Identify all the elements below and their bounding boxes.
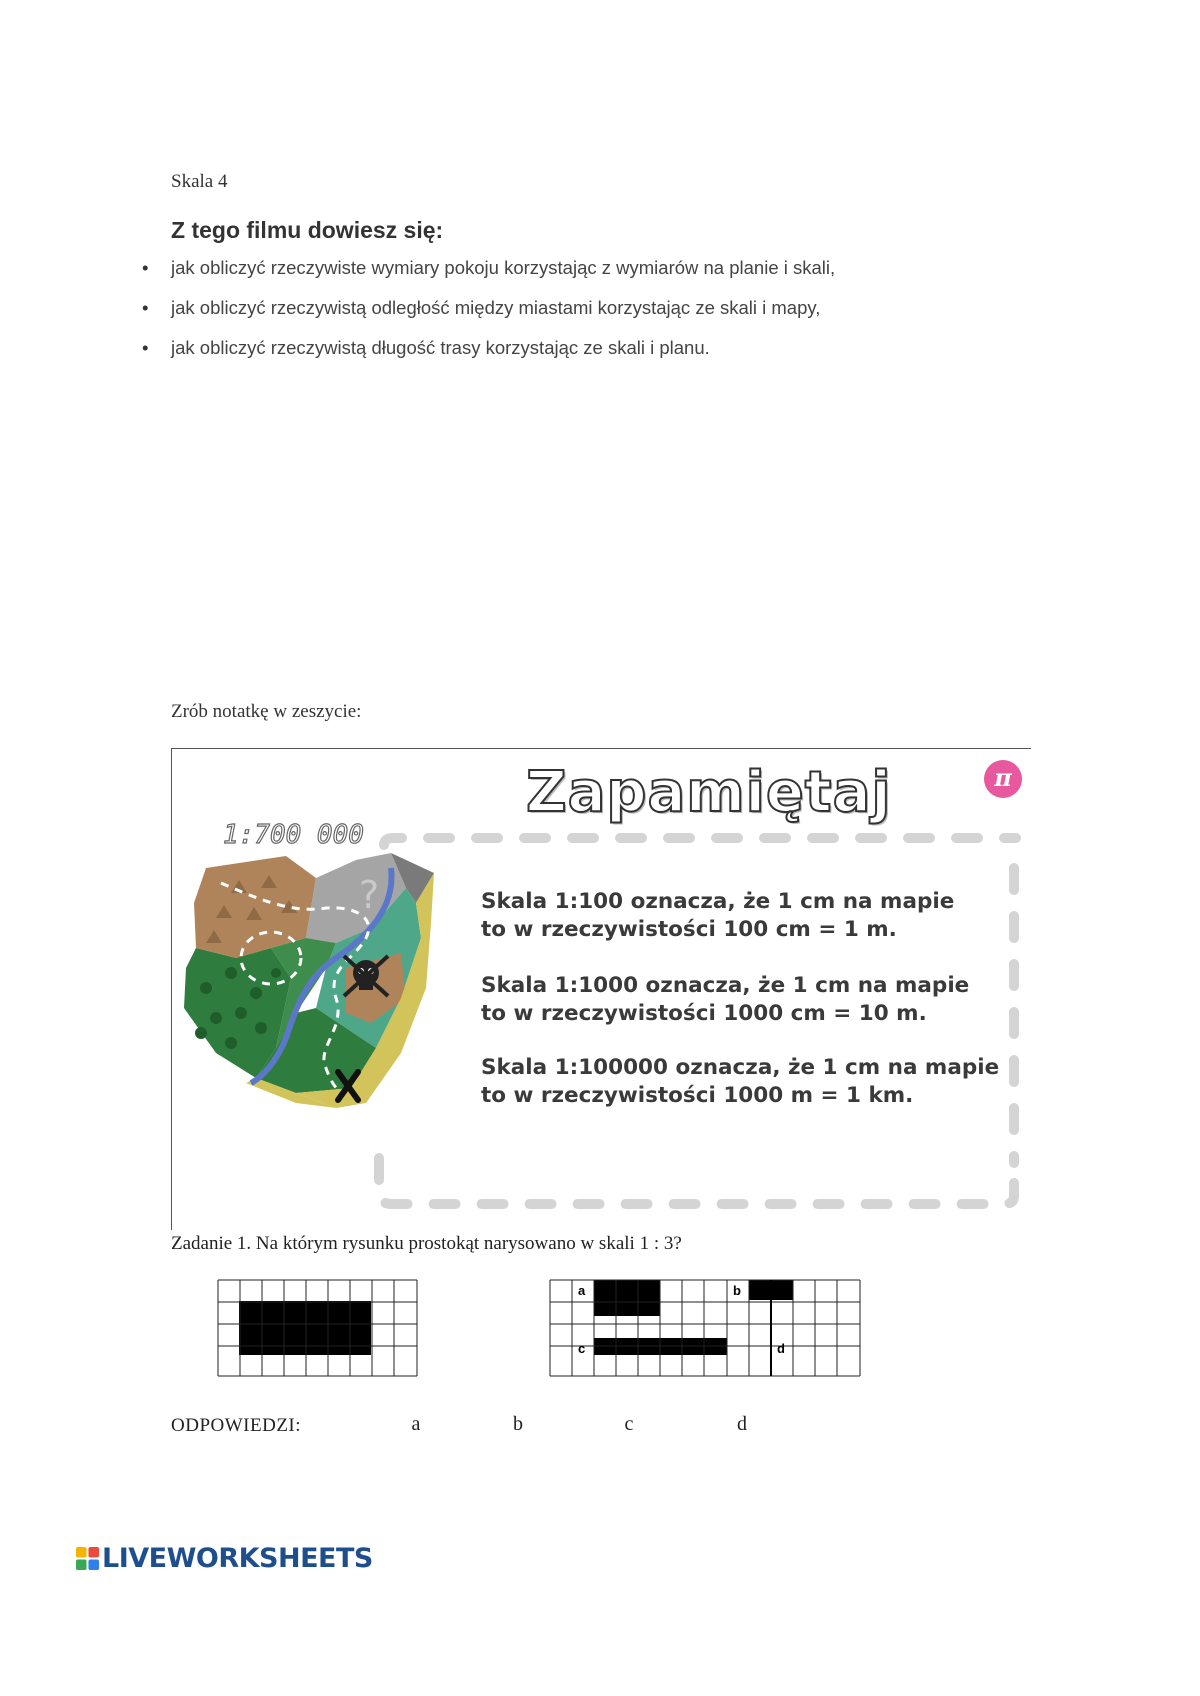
scale-rule-1: [481, 888, 954, 944]
rule-line: Skala 1:100000 oznacza, że 1 cm na mapie: [481, 1055, 1000, 1080]
note-instruction: Zrób notatkę w zeszycie:: [171, 701, 362, 722]
grid-label-d: d: [777, 1341, 785, 1356]
list-item: • jak obliczyć rzeczywistą odległość między miastami korzystając ze skali i mapy,: [140, 296, 835, 336]
intro-heading: Z tego filmu dowiesz się:: [171, 217, 444, 243]
answer-option-b[interactable]: b: [513, 1413, 523, 1435]
brand-footer: [76, 1543, 373, 1574]
grid-answer-options: [549, 1279, 861, 1377]
answer-option-d[interactable]: d: [737, 1413, 747, 1435]
grid-label-c: c: [578, 1341, 586, 1356]
grid-original-rectangle: [217, 1279, 419, 1377]
grid-label-a: a: [578, 1283, 586, 1298]
map-scale-label: 1:700 000: [223, 820, 364, 850]
lesson-title: Skala 4: [171, 171, 228, 192]
intro-list: [140, 256, 835, 376]
list-item: • jak obliczyć rzeczywiste wymiary pokoju korzystając z wymiarów na planie i skali,: [140, 256, 835, 296]
treasure-map-illustration: [176, 848, 436, 1118]
scale-rule-2: [481, 972, 969, 1028]
scale-rule-3: [481, 1054, 999, 1110]
remember-title: Zapamiętaj: [526, 760, 892, 825]
remember-card: [171, 748, 1031, 1230]
grid-label-b: b: [733, 1283, 741, 1298]
svg-text:?: ?: [359, 873, 380, 917]
rule-line: Skala 1:1000 oznacza, że 1 cm na mapie: [481, 973, 970, 998]
rule-line: to w rzeczywistości 1000 cm = 10 m.: [481, 1001, 927, 1026]
rule-line: to w rzeczywistości 1000 m = 1 km.: [481, 1083, 914, 1108]
task-text: Zadanie 1. Na którym rysunku prostokąt narysowano w skali 1 : 3?: [171, 1233, 682, 1254]
rule-line: Skala 1:100 oznacza, że 1 cm na mapie: [481, 889, 955, 914]
answers-label: ODPOWIEDZI:: [171, 1415, 302, 1436]
liveworksheets-logo-icon: [76, 1547, 99, 1570]
answer-option-c[interactable]: c: [624, 1413, 634, 1435]
brand-name: LIVEWORKSHEETS: [102, 1543, 373, 1574]
pi-badge-icon: π: [984, 760, 1022, 798]
list-item: • jak obliczyć rzeczywistą długość trasy korzystając ze skali i planu.: [140, 336, 835, 376]
answer-option-a[interactable]: a: [411, 1413, 421, 1435]
rule-line: to w rzeczywistości 100 cm = 1 m.: [481, 917, 897, 942]
